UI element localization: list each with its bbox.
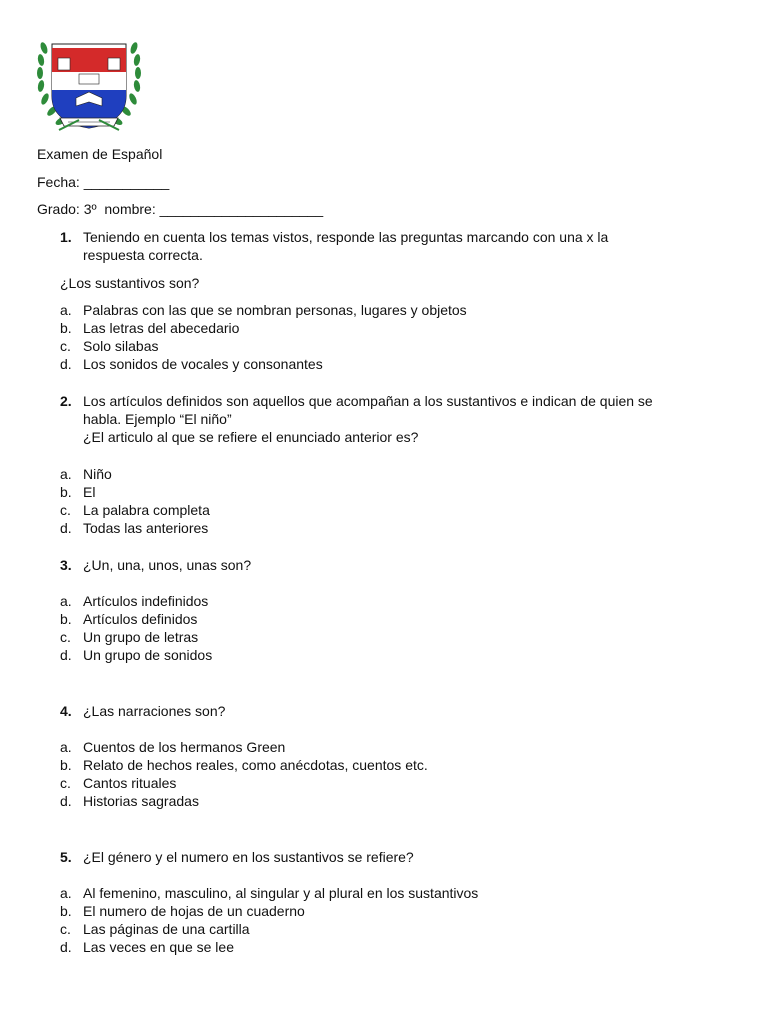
option-c[interactable] <box>60 628 212 646</box>
option-text: Las letras del abecedario <box>83 320 240 336</box>
option-text: Al femenino, masculino, al singular y al plural en los sustantivos <box>83 885 479 901</box>
option-c[interactable] <box>60 337 467 355</box>
option-letter: d. <box>60 356 72 372</box>
option-text: Cuentos de los hermanos Green <box>83 739 286 755</box>
grade-name-line: Grado: 3º nombre: _____________________ <box>37 201 324 217</box>
option-text: El numero de hojas de un cuaderno <box>83 903 305 919</box>
question-text-line: ¿El articulo al que se refiere el enunciado anterior es? <box>83 429 419 445</box>
option-letter: a. <box>60 739 72 755</box>
option-b[interactable] <box>60 756 428 774</box>
option-a[interactable] <box>60 738 428 756</box>
question-3 <box>60 556 732 574</box>
option-text: Un grupo de sonidos <box>83 647 213 663</box>
option-letter: b. <box>60 757 72 773</box>
option-d[interactable] <box>60 355 467 373</box>
options-list-q5 <box>60 884 478 956</box>
question-text-line: respuesta correcta. <box>83 247 203 263</box>
sub-question: ¿Los sustantivos son? <box>60 275 200 291</box>
option-letter: c. <box>60 775 71 791</box>
option-text: Los sonidos de vocales y consonantes <box>83 356 323 372</box>
exam-title: Examen de Español <box>37 146 163 162</box>
option-text: Un grupo de letras <box>83 629 199 645</box>
option-text: Relato de hechos reales, como anécdotas, cuentos etc. <box>83 757 428 773</box>
option-text: Las veces en que se lee <box>83 939 234 955</box>
question-number: 3. <box>60 557 72 573</box>
option-letter: a. <box>60 885 72 901</box>
question-text-line: Teniendo en cuenta los temas vistos, responde las preguntas marcando con una x la <box>83 229 609 245</box>
option-letter: d. <box>60 520 72 536</box>
options-list-q2 <box>60 465 210 537</box>
option-letter: a. <box>60 466 72 482</box>
option-a[interactable] <box>60 592 212 610</box>
option-text: Artículos definidos <box>83 611 198 627</box>
option-b[interactable] <box>60 483 210 501</box>
question-4 <box>60 702 732 720</box>
question-number: 1. <box>60 229 72 245</box>
option-b[interactable] <box>60 902 478 920</box>
question-5 <box>60 848 732 866</box>
question-number: 4. <box>60 703 72 719</box>
option-text: Cantos rituales <box>83 775 177 791</box>
option-d[interactable] <box>60 646 212 664</box>
option-c[interactable] <box>60 920 478 938</box>
option-text: Todas las anteriores <box>83 520 209 536</box>
question-number: 5. <box>60 849 72 865</box>
option-c[interactable] <box>60 501 210 519</box>
option-a[interactable] <box>60 301 467 319</box>
option-letter: d. <box>60 793 72 809</box>
question-text-line: Los artículos definidos son aquellos que acompañan a los sustantivos e indican de quien se <box>83 393 653 409</box>
option-d[interactable] <box>60 938 478 956</box>
question-number: 2. <box>60 393 72 409</box>
option-b[interactable] <box>60 319 467 337</box>
options-list-q4 <box>60 738 428 810</box>
option-c[interactable] <box>60 774 428 792</box>
option-text: Niño <box>83 466 112 482</box>
option-text: Historias sagradas <box>83 793 199 809</box>
question-1 <box>60 228 732 264</box>
option-letter: b. <box>60 903 72 919</box>
options-list-q1 <box>60 301 467 373</box>
option-text: Palabras con las que se nombran personas, lugares y objetos <box>83 302 467 318</box>
option-letter: b. <box>60 484 72 500</box>
option-letter: c. <box>60 629 71 645</box>
option-letter: c. <box>60 921 71 937</box>
option-text: Las páginas de una cartilla <box>83 921 250 937</box>
question-2 <box>60 392 732 446</box>
question-text-line: habla. Ejemplo “El niño” <box>83 411 232 427</box>
option-letter: c. <box>60 502 71 518</box>
option-a[interactable] <box>60 884 478 902</box>
date-line: Fecha: ___________ <box>37 174 170 190</box>
option-letter: a. <box>60 302 72 318</box>
question-text-line: ¿Un, una, unos, unas son? <box>83 557 252 573</box>
option-text: El <box>83 484 96 500</box>
option-letter: c. <box>60 338 71 354</box>
option-letter: b. <box>60 320 72 336</box>
option-b[interactable] <box>60 610 212 628</box>
options-list-q3 <box>60 592 212 664</box>
option-a[interactable] <box>60 465 210 483</box>
question-text-line: ¿El género y el numero en los sustantivos se refiere? <box>83 849 414 865</box>
option-text: Solo silabas <box>83 338 159 354</box>
question-text-line: ¿Las narraciones son? <box>83 703 226 719</box>
option-d[interactable] <box>60 792 428 810</box>
option-text: La palabra completa <box>83 502 210 518</box>
option-text: Artículos indefinidos <box>83 593 209 609</box>
school-crest-logo <box>34 34 144 136</box>
option-letter: d. <box>60 647 72 663</box>
option-letter: d. <box>60 939 72 955</box>
option-letter: a. <box>60 593 72 609</box>
option-d[interactable] <box>60 519 210 537</box>
option-letter: b. <box>60 611 72 627</box>
